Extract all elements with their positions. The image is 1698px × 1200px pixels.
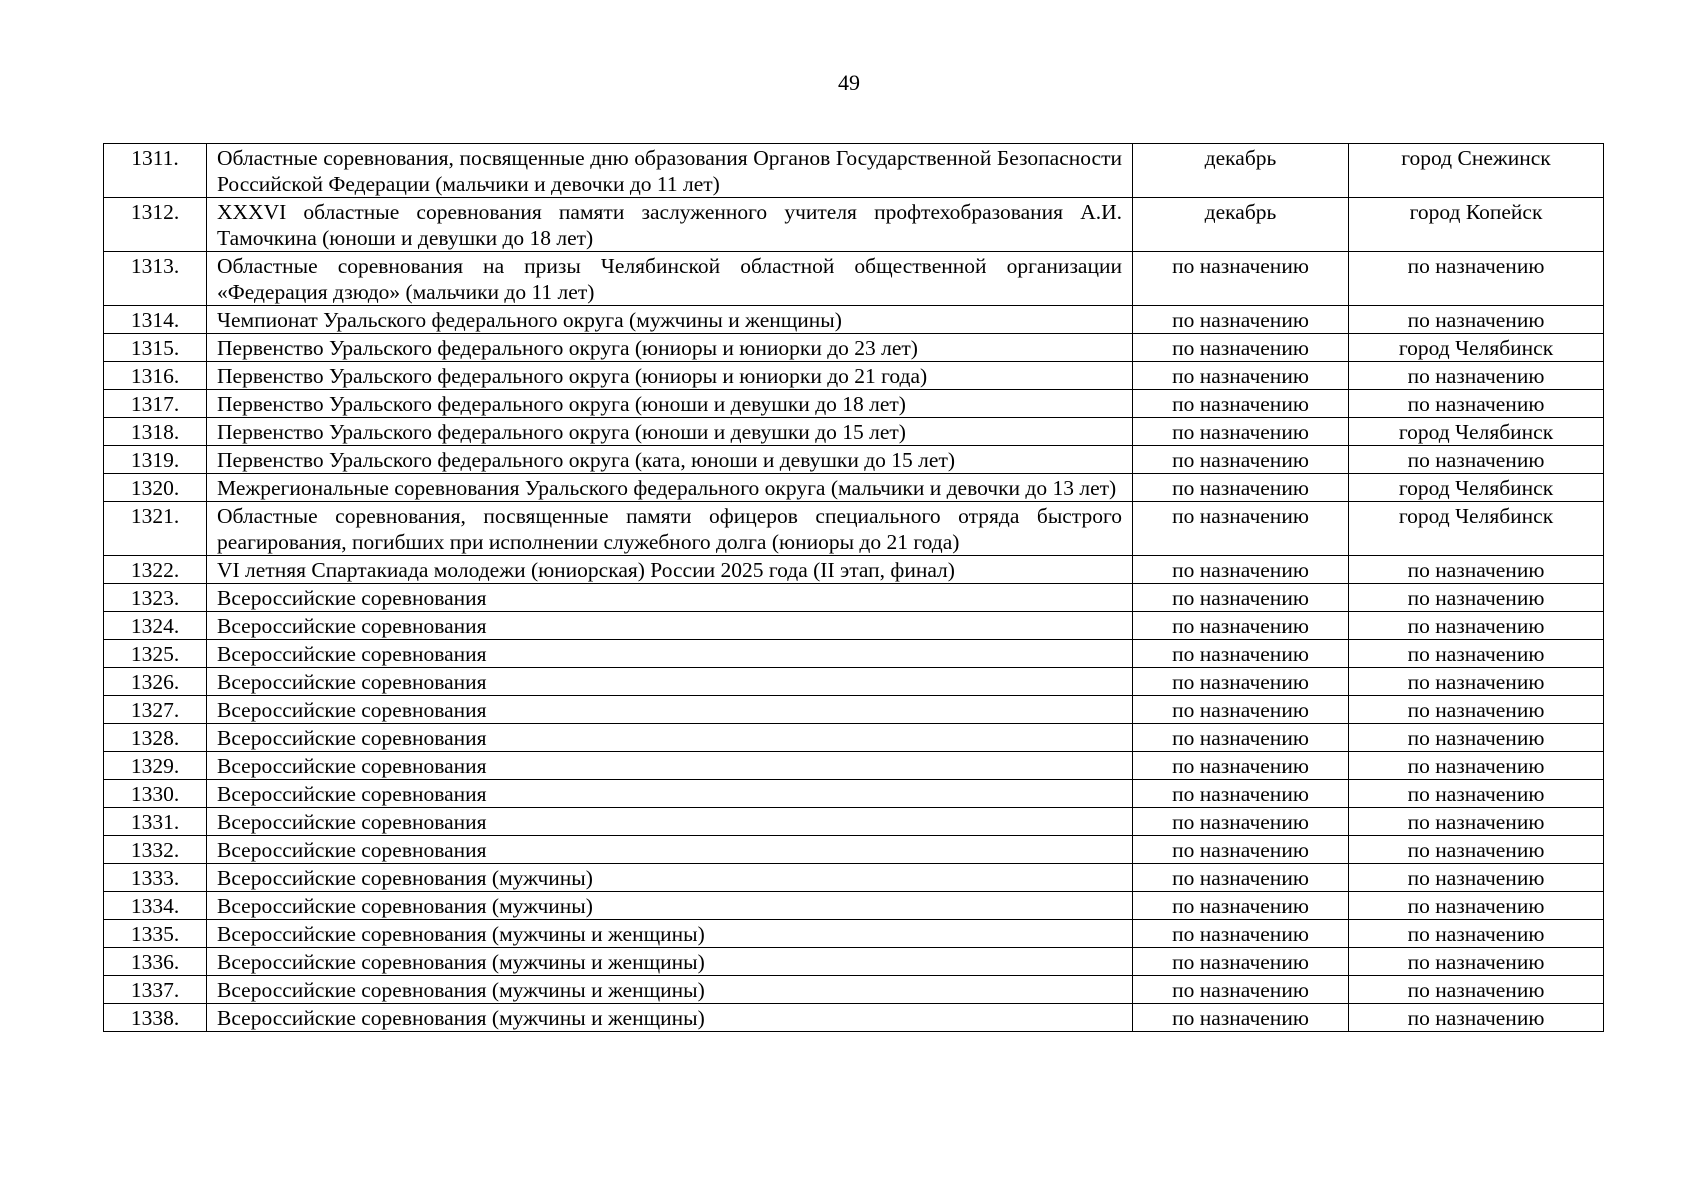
table-row bbox=[104, 306, 1604, 334]
event-number-cell: 1313. bbox=[104, 252, 207, 306]
event-place-cell: город Челябинск bbox=[1349, 334, 1604, 362]
event-number-cell: 1327. bbox=[104, 696, 207, 724]
event-name-cell: Всероссийские соревнования (мужчины и женщины) bbox=[207, 920, 1133, 948]
event-name-cell: Всероссийские соревнования (мужчины и женщины) bbox=[207, 1004, 1133, 1032]
table-row bbox=[104, 474, 1604, 502]
table-row bbox=[104, 780, 1604, 808]
event-number-cell: 1316. bbox=[104, 362, 207, 390]
event-place-cell: по назначению bbox=[1349, 306, 1604, 334]
event-number-cell: 1334. bbox=[104, 892, 207, 920]
event-number-cell: 1330. bbox=[104, 780, 207, 808]
event-date-cell: по назначению bbox=[1133, 306, 1349, 334]
event-place-cell: по назначению bbox=[1349, 584, 1604, 612]
event-name-cell: XXXVI областные соревнования памяти заслуженного учителя профтехобразования А.И. Тамочкина (юноши и девушки до 18 лет) bbox=[207, 198, 1133, 252]
table-row bbox=[104, 418, 1604, 446]
event-number-cell: 1317. bbox=[104, 390, 207, 418]
table-row bbox=[104, 696, 1604, 724]
event-place-cell: по назначению bbox=[1349, 668, 1604, 696]
event-date-cell: по назначению bbox=[1133, 752, 1349, 780]
event-name-cell: Всероссийские соревнования (мужчины и женщины) bbox=[207, 976, 1133, 1004]
table-row bbox=[104, 252, 1604, 306]
event-name-cell: Всероссийские соревнования bbox=[207, 668, 1133, 696]
event-number-cell: 1321. bbox=[104, 502, 207, 556]
event-number-cell: 1319. bbox=[104, 446, 207, 474]
event-number-cell: 1328. bbox=[104, 724, 207, 752]
event-number-cell: 1322. bbox=[104, 556, 207, 584]
event-date-cell: по назначению bbox=[1133, 1004, 1349, 1032]
event-place-cell: по назначению bbox=[1349, 252, 1604, 306]
event-date-cell: по назначению bbox=[1133, 976, 1349, 1004]
event-number-cell: 1320. bbox=[104, 474, 207, 502]
event-name-cell: Областные соревнования на призы Челябинской областной общественной организации «Федерация дзюдо» (мальчики до 11 лет) bbox=[207, 252, 1133, 306]
event-date-cell: по назначению bbox=[1133, 864, 1349, 892]
table-row bbox=[104, 892, 1604, 920]
table-row bbox=[104, 864, 1604, 892]
event-place-cell: по назначению bbox=[1349, 1004, 1604, 1032]
event-name-cell: Всероссийские соревнования bbox=[207, 696, 1133, 724]
table-row bbox=[104, 668, 1604, 696]
event-date-cell: по назначению bbox=[1133, 668, 1349, 696]
event-name-cell: Всероссийские соревнования bbox=[207, 640, 1133, 668]
event-name-cell: Всероссийские соревнования bbox=[207, 724, 1133, 752]
table-row bbox=[104, 612, 1604, 640]
event-name-cell: Областные соревнования, посвященные памяти офицеров специального отряда быстрого реагирования, погибших при исполнении служебного долга (юниоры до 21 года) bbox=[207, 502, 1133, 556]
event-number-cell: 1337. bbox=[104, 976, 207, 1004]
event-number-cell: 1332. bbox=[104, 836, 207, 864]
event-name-cell: Первенство Уральского федерального округа (юниоры и юниорки до 23 лет) bbox=[207, 334, 1133, 362]
event-number-cell: 1335. bbox=[104, 920, 207, 948]
table-row bbox=[104, 976, 1604, 1004]
event-date-cell: по назначению bbox=[1133, 446, 1349, 474]
event-number-cell: 1324. bbox=[104, 612, 207, 640]
table-row bbox=[104, 948, 1604, 976]
events-table bbox=[103, 143, 1604, 1032]
event-place-cell: по назначению bbox=[1349, 892, 1604, 920]
event-date-cell: по назначению bbox=[1133, 948, 1349, 976]
event-date-cell: по назначению bbox=[1133, 892, 1349, 920]
table-row bbox=[104, 836, 1604, 864]
event-place-cell: по назначению bbox=[1349, 920, 1604, 948]
event-name-cell: Всероссийские соревнования bbox=[207, 808, 1133, 836]
event-place-cell: по назначению bbox=[1349, 808, 1604, 836]
event-date-cell: по назначению bbox=[1133, 836, 1349, 864]
event-number-cell: 1338. bbox=[104, 1004, 207, 1032]
event-date-cell: декабрь bbox=[1133, 144, 1349, 198]
event-place-cell: по назначению bbox=[1349, 976, 1604, 1004]
table-row bbox=[104, 198, 1604, 252]
event-place-cell: по назначению bbox=[1349, 446, 1604, 474]
event-place-cell: город Копейск bbox=[1349, 198, 1604, 252]
event-name-cell: Всероссийские соревнования bbox=[207, 584, 1133, 612]
table-row bbox=[104, 724, 1604, 752]
event-date-cell: по назначению bbox=[1133, 418, 1349, 446]
event-place-cell: по назначению bbox=[1349, 390, 1604, 418]
event-name-cell: Всероссийские соревнования bbox=[207, 780, 1133, 808]
event-date-cell: по назначению bbox=[1133, 640, 1349, 668]
event-name-cell: Всероссийские соревнования bbox=[207, 752, 1133, 780]
event-number-cell: 1336. bbox=[104, 948, 207, 976]
event-date-cell: по назначению bbox=[1133, 334, 1349, 362]
event-number-cell: 1312. bbox=[104, 198, 207, 252]
table-row bbox=[104, 920, 1604, 948]
event-place-cell: по назначению bbox=[1349, 948, 1604, 976]
event-name-cell: Первенство Уральского федерального округа (юноши и девушки до 15 лет) bbox=[207, 418, 1133, 446]
table-row bbox=[104, 1004, 1604, 1032]
event-place-cell: по назначению bbox=[1349, 640, 1604, 668]
event-number-cell: 1326. bbox=[104, 668, 207, 696]
event-place-cell: по назначению bbox=[1349, 752, 1604, 780]
event-place-cell: по назначению bbox=[1349, 780, 1604, 808]
event-name-cell: Первенство Уральского федерального округа (юноши и девушки до 18 лет) bbox=[207, 390, 1133, 418]
event-date-cell: декабрь bbox=[1133, 198, 1349, 252]
table-row bbox=[104, 446, 1604, 474]
event-place-cell: по назначению bbox=[1349, 864, 1604, 892]
event-number-cell: 1333. bbox=[104, 864, 207, 892]
event-date-cell: по назначению bbox=[1133, 808, 1349, 836]
page-number: 49 bbox=[838, 70, 860, 95]
event-number-cell: 1325. bbox=[104, 640, 207, 668]
event-date-cell: по назначению bbox=[1133, 252, 1349, 306]
event-place-cell: город Снежинск bbox=[1349, 144, 1604, 198]
event-number-cell: 1315. bbox=[104, 334, 207, 362]
table-row bbox=[104, 752, 1604, 780]
event-place-cell: по назначению bbox=[1349, 362, 1604, 390]
event-place-cell: по назначению bbox=[1349, 612, 1604, 640]
event-number-cell: 1323. bbox=[104, 584, 207, 612]
event-date-cell: по назначению bbox=[1133, 502, 1349, 556]
table-row bbox=[104, 502, 1604, 556]
event-date-cell: по назначению bbox=[1133, 390, 1349, 418]
event-date-cell: по назначению bbox=[1133, 362, 1349, 390]
event-name-cell: Всероссийские соревнования (мужчины) bbox=[207, 892, 1133, 920]
event-name-cell: VI летняя Спартакиада молодежи (юниорская) России 2025 года (II этап, финал) bbox=[207, 556, 1133, 584]
event-number-cell: 1331. bbox=[104, 808, 207, 836]
event-number-cell: 1318. bbox=[104, 418, 207, 446]
event-date-cell: по назначению bbox=[1133, 556, 1349, 584]
event-place-cell: по назначению bbox=[1349, 696, 1604, 724]
table-row bbox=[104, 584, 1604, 612]
event-date-cell: по назначению bbox=[1133, 780, 1349, 808]
event-place-cell: по назначению bbox=[1349, 724, 1604, 752]
event-place-cell: город Челябинск bbox=[1349, 418, 1604, 446]
table-row bbox=[104, 144, 1604, 198]
event-name-cell: Всероссийские соревнования bbox=[207, 836, 1133, 864]
event-number-cell: 1314. bbox=[104, 306, 207, 334]
table-row bbox=[104, 640, 1604, 668]
event-date-cell: по назначению bbox=[1133, 920, 1349, 948]
event-name-cell: Всероссийские соревнования (мужчины) bbox=[207, 864, 1133, 892]
event-number-cell: 1329. bbox=[104, 752, 207, 780]
event-name-cell: Первенство Уральского федерального округа (юниоры и юниорки до 21 года) bbox=[207, 362, 1133, 390]
event-date-cell: по назначению bbox=[1133, 612, 1349, 640]
event-place-cell: по назначению bbox=[1349, 836, 1604, 864]
table-row bbox=[104, 334, 1604, 362]
event-place-cell: по назначению bbox=[1349, 556, 1604, 584]
table-row bbox=[104, 362, 1604, 390]
event-name-cell: Первенство Уральского федерального округа (ката, юноши и девушки до 15 лет) bbox=[207, 446, 1133, 474]
table-row bbox=[104, 808, 1604, 836]
event-place-cell: город Челябинск bbox=[1349, 502, 1604, 556]
event-name-cell: Межрегиональные соревнования Уральского федерального округа (мальчики и девочки до 13 лет) bbox=[207, 474, 1133, 502]
event-date-cell: по назначению bbox=[1133, 696, 1349, 724]
event-name-cell: Чемпионат Уральского федерального округа (мужчины и женщины) bbox=[207, 306, 1133, 334]
event-name-cell: Всероссийские соревнования (мужчины и женщины) bbox=[207, 948, 1133, 976]
event-date-cell: по назначению bbox=[1133, 474, 1349, 502]
event-number-cell: 1311. bbox=[104, 144, 207, 198]
table-row bbox=[104, 556, 1604, 584]
event-date-cell: по назначению bbox=[1133, 584, 1349, 612]
event-date-cell: по назначению bbox=[1133, 724, 1349, 752]
table-row bbox=[104, 390, 1604, 418]
event-name-cell: Областные соревнования, посвященные дню образования Органов Государственной Безопасности Российской Федерации (мальчики и девочки до 11 лет) bbox=[207, 144, 1133, 198]
event-name-cell: Всероссийские соревнования bbox=[207, 612, 1133, 640]
event-place-cell: город Челябинск bbox=[1349, 474, 1604, 502]
